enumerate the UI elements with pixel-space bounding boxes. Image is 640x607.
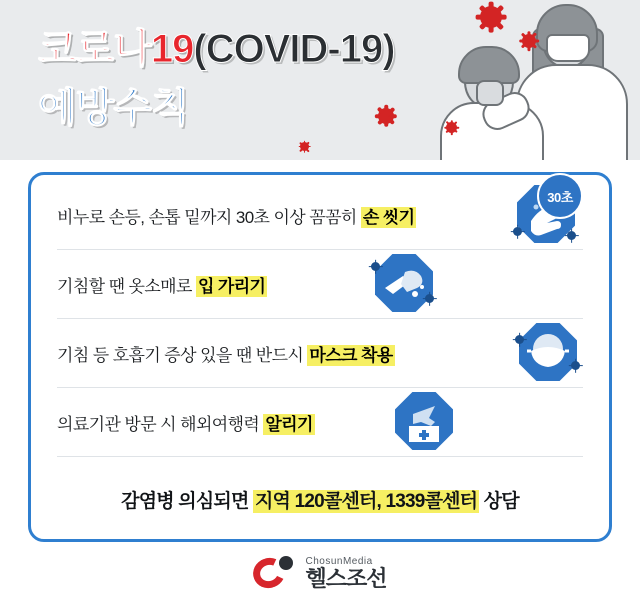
face-mask-icon: [519, 323, 579, 383]
notice-prefix: 감염병 의심되면: [121, 491, 253, 512]
rule-text: [57, 410, 315, 435]
brand-logo: [0, 556, 640, 591]
logo-brand-en: ChosunMedia: [305, 555, 373, 567]
octagon-shape: [375, 254, 433, 312]
title-line-1: [38, 28, 395, 70]
title-line-2: 예방수칙: [38, 86, 189, 130]
rule-text-highlight: 손 씻기: [362, 207, 415, 227]
virus-particle-icon: [522, 34, 536, 48]
virus-particle-icon: [515, 335, 524, 344]
logo-mark-icon: [253, 556, 295, 590]
list-item: [57, 250, 583, 319]
status-badge: 30초: [537, 173, 583, 219]
list-item: [57, 181, 583, 250]
list-item: [57, 319, 583, 388]
title-covid-en: (COVID-19): [193, 27, 395, 71]
page-title: [38, 28, 395, 133]
virus-particle-icon: [425, 294, 434, 303]
virus-particle-icon: [446, 122, 457, 133]
virus-particle-icon: [567, 231, 576, 240]
logo-text: [305, 556, 386, 591]
rule-text: [57, 341, 395, 366]
handwash-icon: [517, 185, 577, 245]
virus-particle-icon: [371, 262, 380, 271]
cough-sleeve-icon: [375, 254, 435, 314]
octagon-shape: [519, 323, 577, 381]
notice-suffix: 상담: [479, 491, 519, 512]
hand: [476, 80, 504, 106]
illustration-person-coughing: [440, 52, 544, 160]
title-covid-ko: 코로나19: [38, 27, 194, 71]
rule-text-highlight: 알리기: [265, 414, 313, 434]
rule-text: [57, 272, 267, 297]
hospital-airplane-glyph: [395, 392, 453, 450]
rule-text-highlight: 마스크 착용: [309, 345, 393, 365]
logo-dot: [279, 556, 293, 570]
hospital-airplane-icon: [395, 392, 455, 452]
hair-top: [458, 46, 520, 84]
cough-sleeve-glyph: [375, 254, 433, 312]
octagon-shape: [395, 392, 453, 450]
virus-particle-icon: [513, 227, 522, 236]
notice-highlight: 지역 120콜센터, 1339콜센터: [255, 491, 478, 512]
face-mask-illustration: [546, 34, 590, 62]
virus-particle-icon: [480, 6, 502, 28]
rule-text-highlight: 입 가리기: [197, 276, 266, 296]
call-center-notice: [31, 486, 609, 513]
rule-text-plain: 의료기관 방문 시 해외여행력: [57, 414, 264, 434]
prevention-rules-card: [28, 172, 612, 542]
virus-particle-icon: [300, 142, 309, 151]
rule-text-plain: 기침 등 호흡기 증상 있을 땐 반드시: [57, 345, 308, 365]
rule-text-plain: 기침할 땐 옷소매로: [57, 276, 196, 296]
virus-particle-icon: [571, 361, 580, 370]
face-mask-glyph: [519, 323, 577, 381]
rule-text-plain: 비누로 손등, 손톱 밑까지 30초 이상 꼼꼼히: [57, 207, 361, 227]
list-item: [57, 388, 583, 457]
rules-list: [31, 181, 609, 457]
rule-text: [57, 203, 416, 228]
logo-brand-ko: 헬스조선: [305, 565, 387, 591]
